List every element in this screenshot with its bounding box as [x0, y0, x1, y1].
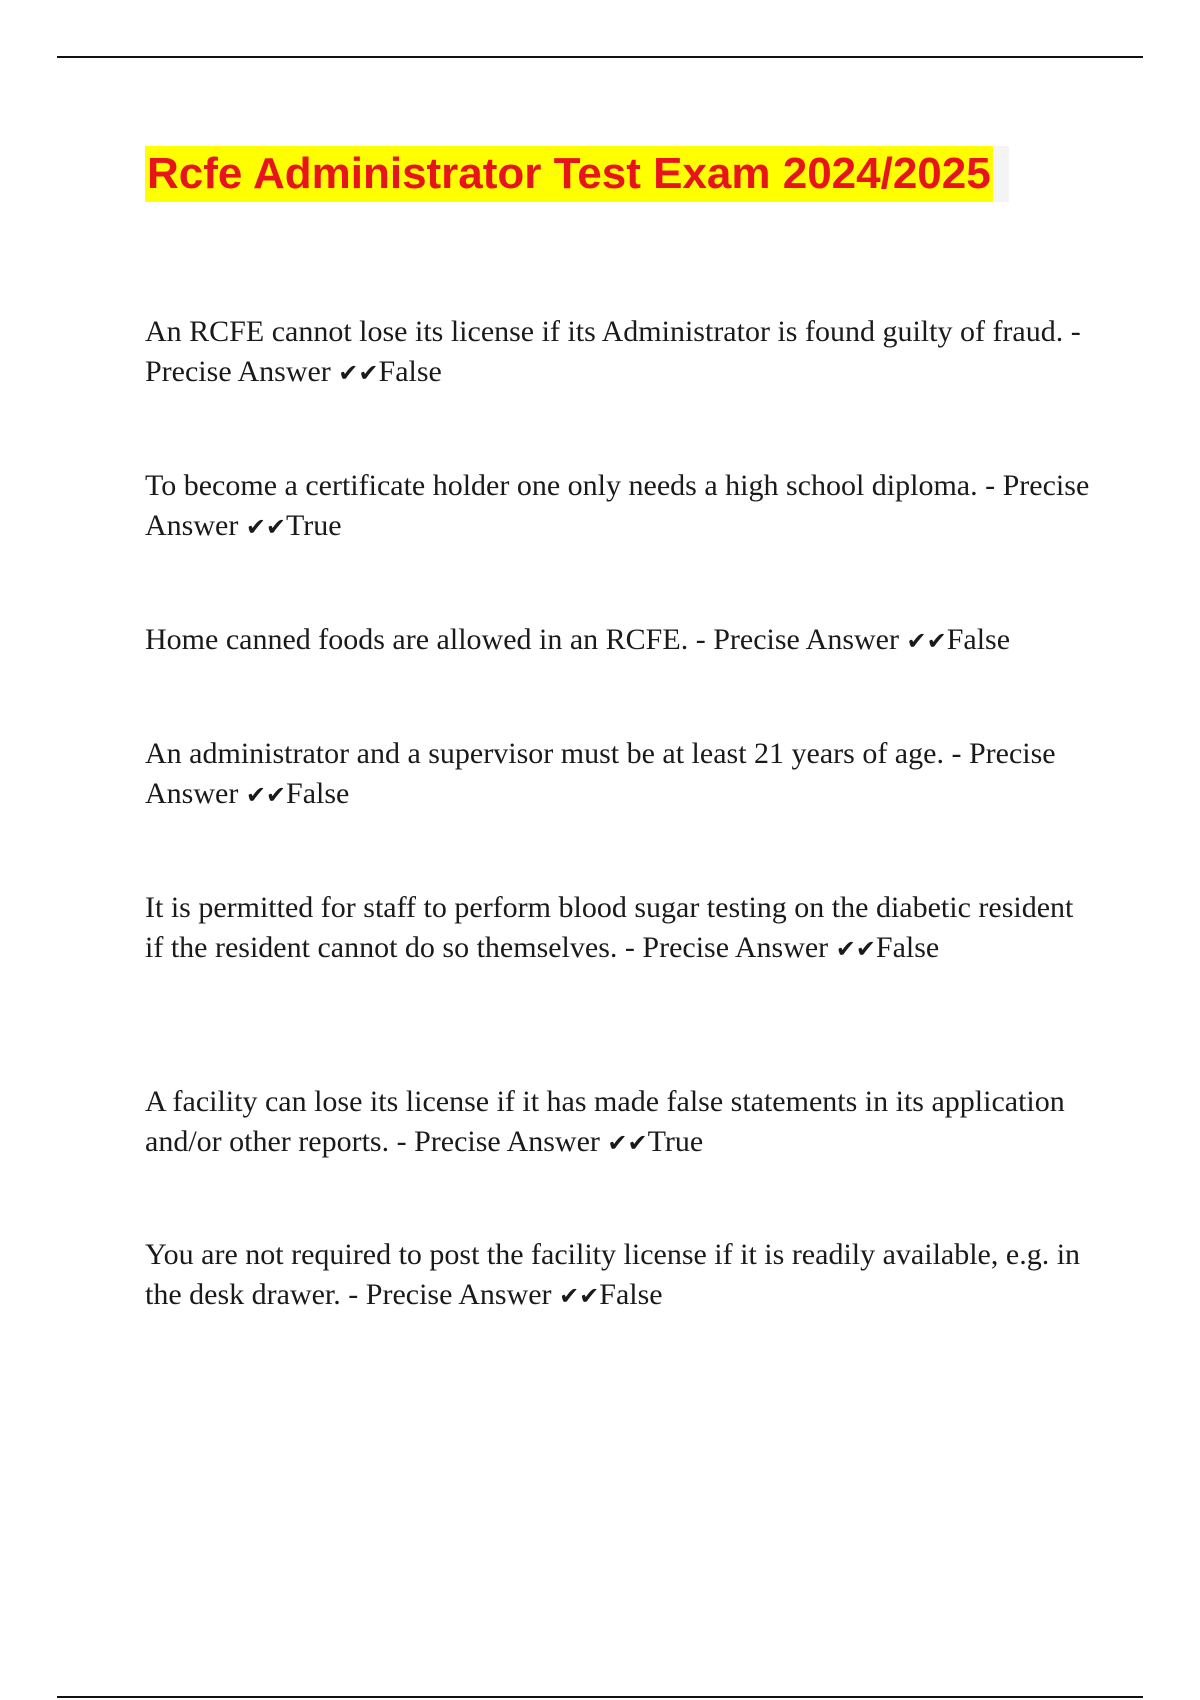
answer-text: False [286, 777, 350, 810]
qa-item: An administrator and a supervisor must be at least 21 years of age. - Precise Answer ✔✔False [145, 737, 1056, 810]
question-text: You are not required to post the facility license if it is readily available, e.g. in the desk drawer. [145, 1238, 1081, 1311]
answer-text: False [599, 1278, 663, 1311]
question-text: Home canned foods are allowed in an RCFE. [145, 623, 689, 656]
answer-text: True [286, 509, 342, 542]
question-text: An RCFE cannot lose its license if its Administrator is found guilty of fraud. [145, 315, 1064, 348]
answer-prefix: Precise Answer [642, 931, 829, 964]
title-block [145, 146, 1009, 202]
question-text: It is permitted for staff to perform blood sugar testing on the diabetic resident if the resident cannot do so themselves. [145, 891, 1074, 964]
answer-prefix: Precise Answer [145, 355, 331, 388]
qa-item: Home canned foods are allowed in an RCFE. - Precise Answer ✔✔False [145, 623, 1011, 656]
double-check-icon: ✔✔ [607, 1129, 648, 1157]
qa-item: An RCFE cannot lose its license if its Administrator is found guilty of fraud. - Precise Answer ✔✔False [145, 315, 1081, 388]
page-title: Rcfe Administrator Test Exam 2024/2025 [145, 146, 993, 202]
question-text: To become a certificate holder one only needs a high school diploma. [145, 469, 978, 502]
qa-item: To become a certificate holder one only needs a high school diploma. - Precise Answer ✔✔True [145, 469, 1090, 542]
bottom-rule [57, 1696, 1143, 1698]
question-text: A facility can lose its license if it has made false statements in its application and/or other reports. [145, 1085, 1065, 1158]
answer-prefix: Precise Answer [145, 469, 1090, 542]
answer-text: True [647, 1125, 704, 1158]
double-check-icon: ✔✔ [906, 627, 947, 655]
answer-prefix: Precise Answer [145, 737, 1056, 810]
qa-item: It is permitted for staff to perform blood sugar testing on the diabetic resident if the resident cannot do so themselves. - Precise Answer ✔✔False [145, 891, 1074, 964]
qa-item: You are not required to post the facility license if it is readily available, e.g. in the desk drawer. - Precise Answer ✔✔False [145, 1238, 1081, 1311]
top-rule [57, 56, 1143, 58]
answer-prefix: Precise Answer [414, 1125, 600, 1158]
question-text: An administrator and a supervisor must be at least 21 years of age. [145, 737, 944, 770]
answer-text: False [875, 931, 940, 964]
double-check-icon: ✔✔ [835, 935, 876, 963]
double-check-icon: ✔✔ [245, 781, 287, 809]
double-check-icon: ✔✔ [559, 1282, 600, 1310]
qa-item: A facility can lose its license if it has made false statements in its application and/or other reports. - Precise Answer ✔✔True [145, 1085, 1065, 1158]
answer-prefix: Precise Answer [713, 623, 899, 656]
double-check-icon: ✔✔ [338, 359, 379, 387]
answer-text: False [378, 355, 442, 388]
double-check-icon: ✔✔ [245, 513, 287, 541]
answer-prefix: Precise Answer [365, 1278, 552, 1311]
answer-text: False [946, 623, 1011, 656]
